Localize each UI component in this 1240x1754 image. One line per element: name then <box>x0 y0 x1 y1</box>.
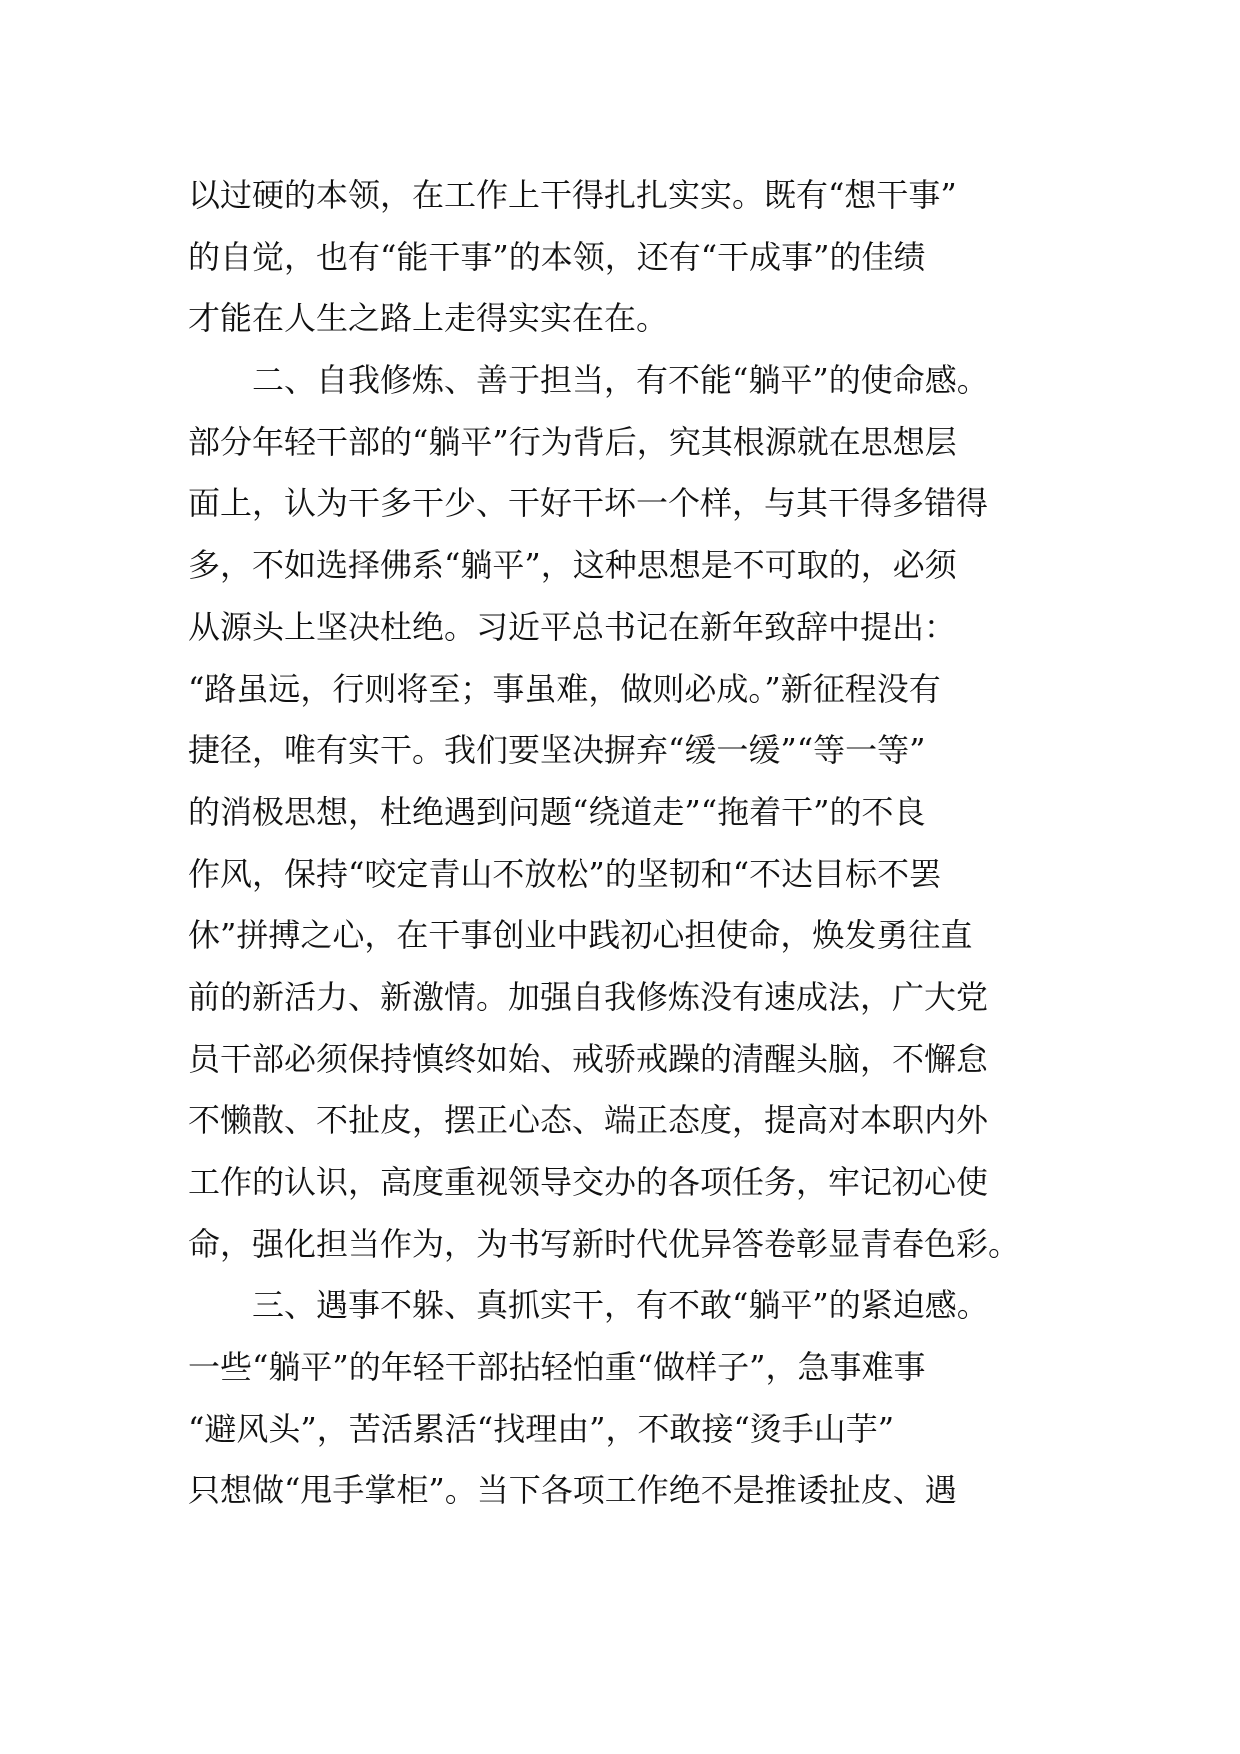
text-line: 的消极思想，杜绝遇到问题“绕道走”“拖着干”的不良 <box>188 792 926 831</box>
body-text <box>188 165 1068 1522</box>
text-line: 的自觉，也有“能干事”的本领，还有“干成事”的佳绩 <box>188 237 926 276</box>
text-line: 休”拼搏之心，在干事创业中践初心担使命，焕发勇往直 <box>188 916 973 955</box>
section-heading-line: 三、遇事不躲、真抓实干，有不敢“躺平”的紧迫感。 <box>252 1286 989 1325</box>
text-line: 捷径，唯有实干。我们要坚决摒弃“缓一缓”“等一等” <box>188 731 926 770</box>
text-line: 部分年轻干部的“躺平”行为背后，究其根源就在思想层 <box>188 422 957 461</box>
text-line: 面上，认为干多干少、干好干坏一个样，与其干得多错得 <box>188 484 989 523</box>
text-line: 以过硬的本领，在工作上干得扎扎实实。既有“想干事” <box>188 176 957 214</box>
text-line: 一些“躺平”的年轻干部拈轻怕重“做样子”，急事难事 <box>188 1348 926 1387</box>
text-line: 前的新活力、新激情。加强自我修炼没有速成法，广大党 <box>188 977 989 1016</box>
text-line: 作风，保持“咬定青山不放松”的坚韧和“不达目标不罢 <box>188 854 942 893</box>
text-line: 不懒散、不扯皮，摆正心态、端正态度，提高对本职内外 <box>188 1101 989 1140</box>
text-line: “路虽远，行则将至；事虽难，做则必成。”新征程没有 <box>188 669 941 708</box>
text-line: 员干部必须保持慎终如始、戒骄戒躁的清醒头脑，不懈怠 <box>188 1039 989 1078</box>
section-heading-line: 二、自我修炼、善于担当，有不能“躺平”的使命感。 <box>252 361 989 400</box>
text-line: “避风头”，苦活累活“找理由”，不敢接“烫手山芋” <box>188 1409 895 1448</box>
text-line: 从源头上坚决杜绝。习近平总书记在新年致辞中提出： <box>188 607 957 646</box>
text-line: 多，不如选择佛系“躺平”，这种思想是不可取的，必须 <box>188 546 957 585</box>
text-line: 命，强化担当作为，为书写新时代优异答卷彰显青春色彩。 <box>188 1224 1021 1263</box>
text-line: 才能在人生之路上走得实实在在。 <box>188 299 669 338</box>
text-line: 工作的认识，高度重视领导交办的各项任务，牢记初心使 <box>188 1163 989 1201</box>
text-line: 只想做“甩手掌柜”。当下各项工作绝不是推诿扯皮、遇 <box>188 1471 957 1510</box>
